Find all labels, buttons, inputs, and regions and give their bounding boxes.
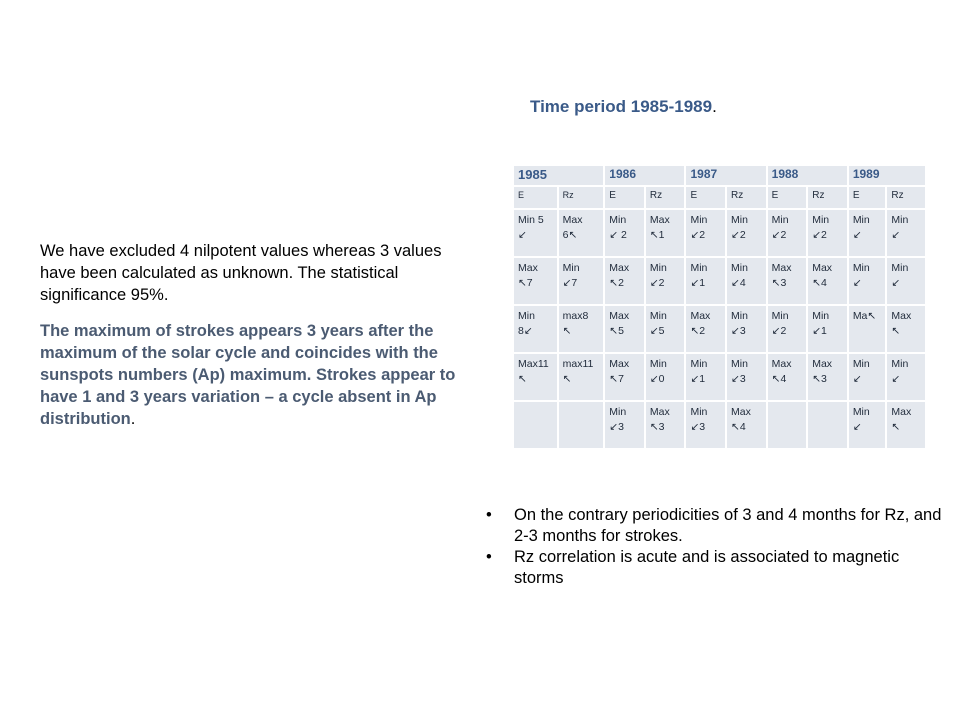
table-row xyxy=(513,257,926,305)
subheader-cell: E xyxy=(685,186,726,209)
table-cell: Min ↙2 xyxy=(807,209,848,257)
table-cell: Min ↙ xyxy=(886,353,926,401)
table-cell: Min ↙ xyxy=(848,353,887,401)
table-row xyxy=(513,353,926,401)
year-header-row xyxy=(513,165,926,186)
table-cell: Min ↙ xyxy=(848,257,887,305)
table-cell: Min 5 ↙ xyxy=(513,209,558,257)
table-cell: Max ↖4 xyxy=(807,257,848,305)
bullet-item: • On the contrary periodicities of 3 and 4 months for Rz, and 2-3 months for strokes. xyxy=(486,506,942,545)
table-cell: Min ↙1 xyxy=(685,257,726,305)
table-cell: Max ↖ xyxy=(886,305,926,353)
subheader-cell: E xyxy=(513,186,558,209)
table-cell: Min ↙ xyxy=(848,401,887,449)
table-cell: Min 8↙ xyxy=(513,305,558,353)
table-cell: Min ↙3 xyxy=(726,305,767,353)
table-cell: Max ↖3 xyxy=(767,257,808,305)
bullet-icon: • xyxy=(486,506,492,524)
table-cell: Min ↙ 2 xyxy=(604,209,645,257)
slide-title: Time period 1985-1989. xyxy=(530,97,717,116)
year-header-cell: 1988 xyxy=(767,165,848,186)
table-cell: Max ↖5 xyxy=(604,305,645,353)
table-cell: Min ↙1 xyxy=(685,353,726,401)
periodicity-table xyxy=(512,164,927,450)
subheader-cell: Rz xyxy=(807,186,848,209)
table-row xyxy=(513,209,926,257)
bullet-icon: • xyxy=(486,548,492,566)
table-cell: Max ↖3 xyxy=(645,401,686,449)
table-cell: Min ↙7 xyxy=(558,257,605,305)
year-header-cell: 1987 xyxy=(685,165,766,186)
table-cell: Max 6↖ xyxy=(558,209,605,257)
subheader-cell: Rz xyxy=(645,186,686,209)
table-cell: max8 ↖ xyxy=(558,305,605,353)
table-cell: Min ↙3 xyxy=(604,401,645,449)
table-row xyxy=(513,401,926,449)
table-cell: max11 ↖ xyxy=(558,353,605,401)
table-row xyxy=(513,305,926,353)
table-cell: Min ↙ xyxy=(886,257,926,305)
table-cell: Min ↙2 xyxy=(726,209,767,257)
table-cell xyxy=(807,401,848,449)
table-cell xyxy=(767,401,808,449)
subheader-cell: E xyxy=(767,186,808,209)
table-cell: Min ↙0 xyxy=(645,353,686,401)
year-header-cell: 1986 xyxy=(604,165,685,186)
table-cell: Max11 ↖ xyxy=(513,353,558,401)
paragraph-exclusion-note: We have excluded 4 nilpotent values whereas 3 values have been calculated as unknown. The statistical significance 95%. xyxy=(40,242,442,304)
table-cell: Min ↙3 xyxy=(685,401,726,449)
table-cell: Max ↖1 xyxy=(645,209,686,257)
table-cell: Max ↖3 xyxy=(807,353,848,401)
table-cell: Min ↙3 xyxy=(726,353,767,401)
subheader-cell: E xyxy=(848,186,887,209)
table-cell: Min ↙ xyxy=(886,209,926,257)
left-text-block xyxy=(40,240,460,430)
table-cell xyxy=(558,401,605,449)
bullet-item: • Rz correlation is acute and is associated to magnetic storms xyxy=(486,548,900,587)
subheader-row xyxy=(513,186,926,209)
table-cell: Min ↙5 xyxy=(645,305,686,353)
table-cell: Max ↖2 xyxy=(685,305,726,353)
subheader-cell: Rz xyxy=(886,186,926,209)
table-cell: Min ↙4 xyxy=(726,257,767,305)
table-cell: Max ↖7 xyxy=(604,353,645,401)
table-cell: Min ↙2 xyxy=(767,209,808,257)
table-cell: Max ↖4 xyxy=(726,401,767,449)
paragraph-strokes-finding: The maximum of strokes appears 3 years after the maximum of the solar cycle and coincides with the sunspots numbers (Ap) maximum. Strokes appear to have 1 and 3 years variation – a cycle absent in Ap distribution. xyxy=(40,322,456,428)
subheader-cell: Rz xyxy=(558,186,605,209)
year-header-cell: 1989 xyxy=(848,165,926,186)
table-cell xyxy=(513,401,558,449)
subheader-cell: E xyxy=(604,186,645,209)
table-cell: Ma↖ xyxy=(848,305,887,353)
table-cell: Min ↙1 xyxy=(807,305,848,353)
table-cell: Min ↙2 xyxy=(767,305,808,353)
table-cell: Max ↖ xyxy=(886,401,926,449)
table-cell: Max ↖7 xyxy=(513,257,558,305)
table-cell: Max ↖4 xyxy=(767,353,808,401)
bullet-list xyxy=(486,505,952,589)
table-cell: Min ↙2 xyxy=(685,209,726,257)
table-cell: Min ↙2 xyxy=(645,257,686,305)
subheader-cell: Rz xyxy=(726,186,767,209)
table-cell: Min ↙ xyxy=(848,209,887,257)
table-cell: Max ↖2 xyxy=(604,257,645,305)
year-header-cell: 1985 xyxy=(513,165,604,186)
